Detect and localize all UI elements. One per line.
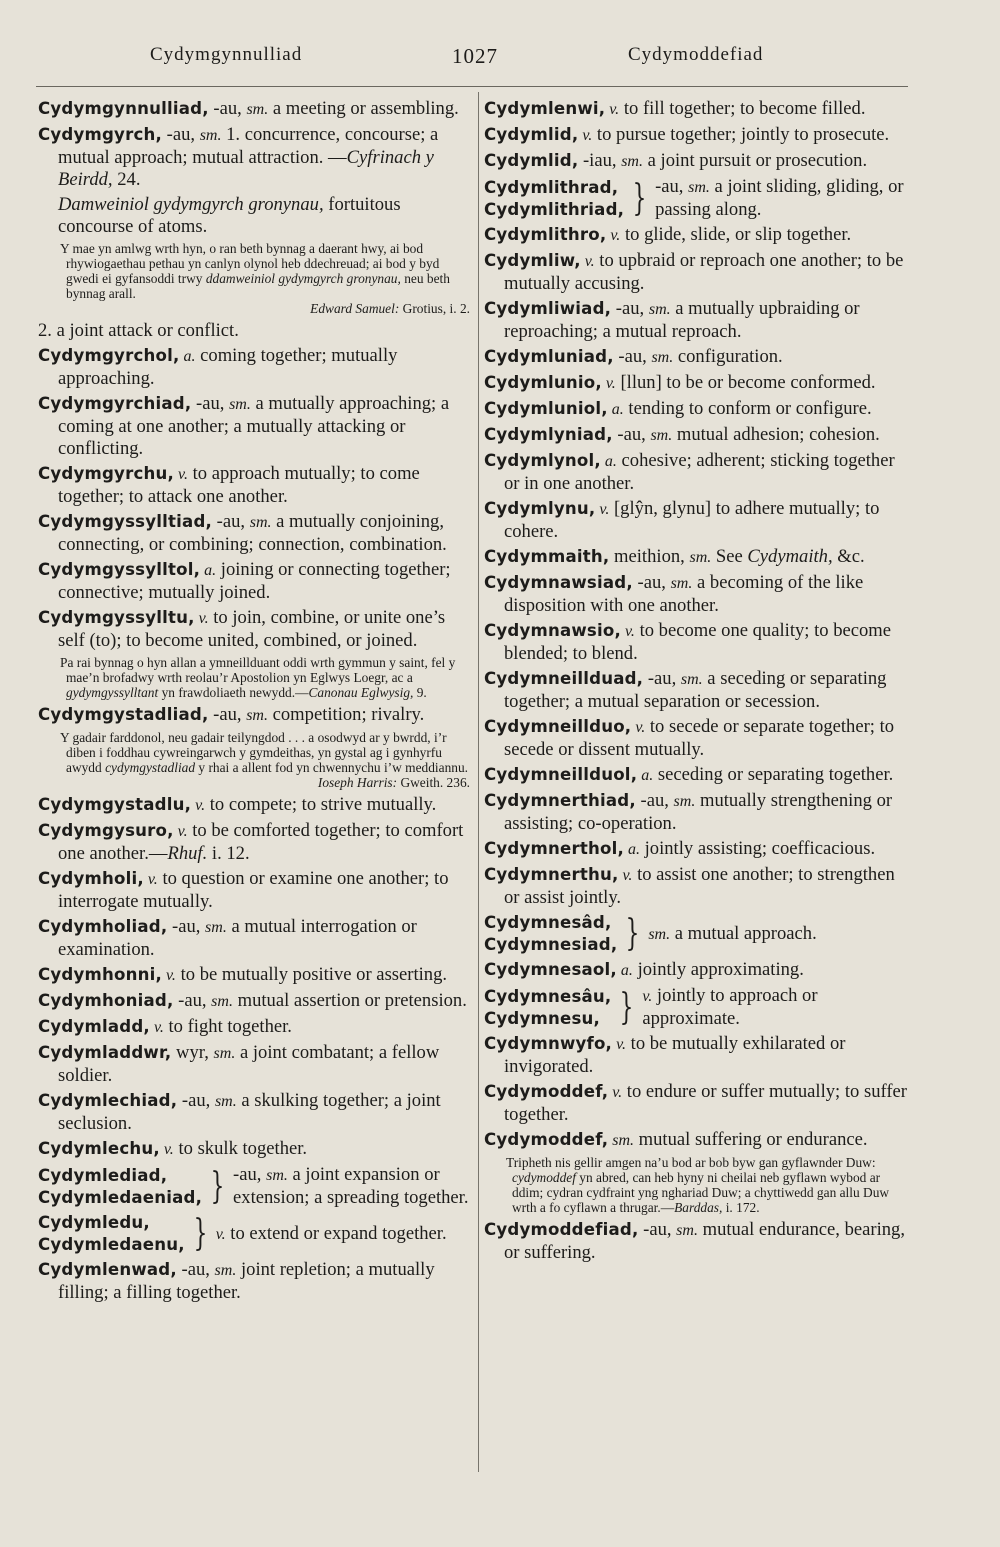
grammar-label: v. [612, 1036, 626, 1053]
grammar-label: a. [637, 767, 654, 784]
grammar-label: v. [595, 501, 610, 518]
definition: a mutually conjoining, connecting, or combining; connection, combination. [58, 511, 447, 555]
quotation: Tripheth nis gellir amgen na’u bod ar bob byw gan gyflawnder Duw: cydymoddef yn abred, can heb hyny ni cheilai neb gyflawn wybod ar ddim; cydran cydfraint yng nghariad Duw; a chyttiwedd gan allu Duw wrth a fo cyflawn a thrugar.—Barddas, i. 172. [506, 1155, 890, 1215]
headword: Cydymlithrad, [484, 177, 619, 197]
definition: a seceding or separating together; a mutual separation or secession. [504, 668, 887, 712]
definition: a mutually upbraiding or reproaching; a mutual reproach. [504, 298, 860, 342]
dictionary-entry [38, 1138, 470, 1161]
grammar-label: v. [606, 227, 621, 244]
dictionary-entry: Cydymhoniad, -au, sm. mutual assertion or pretension. [38, 990, 467, 1011]
braced-entry: Cydymlediad, Cydymledaeniad, } -au, sm. a joint expansion or extension; a spreading together. [38, 1164, 469, 1208]
dictionary-entry [484, 716, 908, 761]
dictionary-entry: Cydymgyssylltiad, -au, sm. a mutually conjoining, connecting, or combining; connection, combination. [38, 511, 447, 555]
grammar-label: v. [608, 1084, 623, 1101]
dictionary-entry [484, 450, 908, 495]
definition: a joint pursuit or prosecution. [642, 150, 868, 171]
grammar-label: a. [179, 348, 196, 365]
dictionary-entry [484, 98, 908, 121]
dictionary-entry [484, 250, 908, 295]
definition: coming together; mutually approaching. [58, 345, 398, 389]
braced-entry [484, 985, 908, 1030]
headword: Cydymlithro, [484, 225, 607, 244]
dictionary-entry [484, 764, 908, 787]
grammar-label: a. [200, 562, 217, 579]
definition: a mutually approaching; a coming at one another; a mutually attacking or conflicting. [58, 393, 450, 459]
definition: to glide, slide, or slip together. [620, 224, 852, 245]
quotation: Y gadair farddonol, neu gadair teilyngdod . . . a osodwyd ar y bwrdd, i’r diben i foddhau cywreingarwch y gymdeithas, yn gystal ag i gynhyrfu awydd cydymgystadliad y rhai a allent fod yn chwennychu i’w meddiannu. Ioseph Harris: Gweith. 236. [60, 730, 470, 790]
brace-icon: } [625, 913, 640, 954]
quotation-source: Barddas, [674, 1200, 723, 1215]
headword: Cydymneillduol, [484, 765, 638, 784]
headword: Cydymnesaol, [484, 960, 617, 979]
headword: Cydymlynol, [484, 451, 601, 470]
headword: Cydymgyrchu, [38, 464, 175, 483]
braced-entry [484, 912, 908, 956]
dictionary-entry: Cydymlyniad, -au, sm. mutual adhesion; cohesion. [484, 424, 880, 445]
dictionary-entry: Cydymgystadliad, -au, sm. competition; rivalry. [38, 704, 425, 725]
definition: jointly assisting; coefficacious. [639, 838, 876, 859]
headword: Cydymhoniad, [38, 991, 174, 1010]
quotation-source: Edward Samuel: Grotius, i. 2. [310, 301, 470, 316]
dictionary-entry: Cydymneillduad, -au, sm. a seceding or separating together; a mutual separation or secession. [484, 668, 887, 712]
quotation: Y mae yn amlwg wrth hyn, o ran beth bynnag a daerant hwy, ai bod rhywiogaethau pethau yn canlyn olynol heb ddechreuad; ai bod y byd gwedi ei gyfansoddi trwy ddamweiniol gydymgyrch gronynau, neu beth bynnag arall. Edward Samuel: Grotius, i. 2. [60, 241, 470, 316]
dictionary-entry [484, 124, 908, 147]
headword: Cydymnesâu, [484, 986, 612, 1006]
definition: jointly to approach or approximate. [642, 985, 818, 1029]
definition: mutual assertion or pretension. [232, 990, 467, 1011]
definition: a joint combatant; a fellow soldier. [58, 1042, 440, 1086]
definition: to be mutually exhilarated or invigorated. [504, 1033, 846, 1077]
braced-entry [38, 1212, 470, 1256]
cross-reference: Cydymaith, [747, 546, 833, 567]
running-head-right: Cydymoddefiad [628, 44, 764, 65]
headword: Cydymoddefiad, [484, 1220, 639, 1239]
headword: Cydymlid, [484, 151, 579, 170]
dictionary-entry [484, 1081, 908, 1126]
headword: Cydymgyssylltol, [38, 560, 201, 579]
grammar-label: v. [191, 797, 206, 814]
headword: Cydymledu, [38, 1213, 150, 1232]
grammar-label: sm. [608, 1132, 634, 1149]
left-column [38, 98, 470, 1307]
dictionary-entry: Cydymgyrchiad, -au, sm. a mutually approaching; a coming at one another; a mutually attacking or conflicting. [38, 393, 450, 459]
definition: a joint expansion or extension; a spreading together. [233, 1164, 469, 1208]
grammar-label: a. [623, 841, 640, 858]
headword: Cydymnerthu, [484, 865, 619, 884]
dictionary-entry: Cydymliwiad, -au, sm. a mutually upbraiding or reproaching; a mutual reproach. [484, 298, 860, 342]
brace-icon: } [193, 1213, 208, 1254]
headword: Cydymlyniad, [484, 425, 613, 444]
headword: Cydymgyrchiad, [38, 394, 192, 413]
definition: fortuitous concourse of atoms. [58, 194, 401, 237]
headword: Cydymnesâd, [484, 913, 612, 932]
grammar-label: v. [618, 867, 633, 884]
braced-entry: Cydymlithrad, Cydymlithriad, } -au, sm. a joint sliding, gliding, or passing along. [484, 176, 904, 220]
definition: competition; rivalry. [267, 704, 425, 725]
definition: to be mutually positive or asserting. [175, 964, 448, 985]
definition: configuration. [673, 346, 783, 367]
headword: Cydymgyssylltu, [38, 608, 195, 627]
grammar-label: a. [600, 453, 617, 470]
headword: Cydymnerthiad, [484, 791, 636, 810]
definition: to be comforted together; to comfort one another.— [58, 820, 464, 864]
definition: to question or examine one another; to interrogate mutually. [58, 868, 449, 912]
dictionary-entry [38, 559, 470, 604]
headword: Cydymoddef, [484, 1082, 609, 1101]
grammar-label: v. [605, 101, 620, 118]
definition: mutual adhesion; cohesion. [672, 424, 880, 445]
dictionary-entry: Cydymgysuro, v. to be comforted together; to comfort one another.—Rhuf. i. 12. [38, 820, 464, 864]
definition: to join, combine, or unite one’s self (to); to become united, combined, or joined. [58, 607, 446, 651]
dictionary-entry [484, 1033, 908, 1078]
grammar-label: sm. [648, 301, 671, 318]
grammar-label: sm. [205, 919, 227, 936]
dictionary-entry [484, 959, 908, 982]
definition: mutually strengthening or assisting; co-operation. [504, 790, 893, 834]
grammar-label: sm. [676, 1222, 698, 1239]
headword: Cydymlechiad, [38, 1091, 178, 1110]
headword: Cydymgynnulliad, [38, 99, 209, 118]
dictionary-entry [484, 224, 908, 247]
definition: to assist one another; to strengthen or assist jointly. [504, 864, 895, 908]
dictionary-entry [38, 1016, 470, 1039]
dictionary-entry: Cydymnawsiad, -au, sm. a becoming of the like disposition with one another. [484, 572, 864, 616]
grammar-label: sm. [670, 575, 693, 592]
definition: a meeting or assembling. [268, 98, 459, 119]
grammar-label: v. [173, 823, 188, 840]
dictionary-entry: Cydymlechiad, -au, sm. a skulking together; a joint seclusion. [38, 1090, 441, 1134]
grammar-label: v. [174, 466, 188, 483]
definition: to approach mutually; to come together; to attack one another. [58, 463, 420, 507]
grammar-label: v. [642, 988, 653, 1005]
dictionary-entry [484, 398, 908, 421]
dictionary-entry [38, 868, 470, 913]
dictionary-entry: Cydymnerthiad, -au, sm. mutually strengthening or assisting; co-operation. [484, 790, 893, 834]
headword: Cydymnerthol, [484, 839, 624, 858]
dictionary-entry: Cydymgynnulliad, -au, sm. a meeting or assembling. [38, 98, 459, 119]
dictionary-entry: Cydymoddefiad, -au, sm. mutual endurance, bearing, or suffering. [484, 1219, 905, 1263]
definition: cohesive; adherent; sticking together or in one another. [504, 450, 895, 494]
example-phrase: Damweiniol gydymgyrch gronynau, [58, 194, 324, 215]
definition: to skulk together. [173, 1138, 308, 1159]
grammar-label: sm. [648, 925, 671, 943]
headword: Cydymladdwr, [38, 1043, 172, 1062]
quotation-source: Ioseph Harris: Gweith. 236. [317, 775, 470, 790]
dictionary-entry [484, 498, 908, 543]
headword: Cydymnawsiad, [484, 573, 633, 592]
definition: mutual endurance, bearing, or suffering. [504, 1219, 905, 1263]
grammar-label: v. [631, 719, 646, 736]
headword: Cydymlunio, [484, 373, 602, 392]
headword: Cydymladd, [38, 1017, 150, 1036]
dictionary-entry: Cydymladdwr, wyr, sm. a joint combatant; a fellow soldier. [38, 1042, 440, 1086]
definition: a skulking together; a joint seclusion. [58, 1090, 441, 1134]
grammar-label: sm. [266, 1167, 288, 1184]
definition: to fill together; to become filled. [619, 98, 866, 119]
definition: a mutual approach. [670, 922, 817, 944]
page-number: 1027 [452, 44, 498, 68]
grammar-label: sm. [650, 427, 673, 444]
grammar-label: v. [578, 127, 593, 144]
dictionary-subentry [38, 194, 470, 238]
grammar-label: sm. [214, 1093, 237, 1110]
grammar-label: sm. [214, 1262, 237, 1279]
grammar-label: sm. [229, 396, 251, 413]
quotation-source: Canonau Eglwysig, [308, 685, 414, 700]
grammar-label: v. [215, 1225, 226, 1243]
definition: a mutual interrogation or examination. [58, 916, 417, 960]
grammar-label: v. [149, 1019, 164, 1036]
definition: joining or connecting together; connective; mutually joined. [58, 559, 451, 603]
dictionary-entry [38, 463, 470, 508]
headword: Cydymgystadlu, [38, 795, 192, 814]
headword: Cydymlediad, [38, 1165, 168, 1185]
dictionary-entry: Cydymlid, -iau, sm. a joint pursuit or prosecution. [484, 150, 868, 171]
dictionary-entry [484, 620, 908, 665]
headword: Cydymnawsio, [484, 621, 621, 640]
dictionary-entry: Cydymholiad, -au, sm. a mutual interrogation or examination. [38, 916, 417, 960]
headword: Cydymnesu, [484, 1008, 601, 1028]
headword: Cydymholiad, [38, 917, 168, 936]
grammar-label: sm. [211, 993, 233, 1010]
headword: Cydymlithriad, [484, 199, 625, 219]
dictionary-entry [484, 1129, 908, 1152]
grammar-label: v. [194, 610, 209, 627]
dictionary-entry: Cydymluniad, -au, sm. configuration. [484, 346, 783, 367]
grammar-label: sm. [689, 549, 712, 566]
headword: Cydymliwiad, [484, 299, 612, 318]
headword: Cydymgyrch, [38, 125, 163, 144]
grammar-label: sm. [688, 179, 710, 196]
grammar-label: sm. [249, 514, 272, 531]
grammar-label: a. [616, 962, 633, 979]
definition: [glŷn, glynu] to adhere mutually; to cohere. [504, 498, 880, 542]
headword: Cydymlenwi, [484, 99, 606, 118]
headword: Cydymlechu, [38, 1139, 160, 1158]
definition: to compete; to strive mutually. [205, 794, 437, 815]
definition: to pursue together; jointly to prosecute. [592, 124, 890, 145]
headword: Cydymlenwad, [38, 1260, 177, 1279]
headword: Cydymledaenu, [38, 1235, 185, 1254]
grammar-label: sm. [246, 707, 268, 724]
dictionary-entry [38, 345, 470, 390]
definition: seceding or separating together. [653, 764, 894, 785]
headword: Cydymgysuro, [38, 821, 174, 840]
definition: joint repletion; a mutually filling; a filling together. [58, 1259, 435, 1303]
grammar-label: v. [580, 253, 595, 270]
grammar-label: v. [162, 967, 176, 984]
grammar-label: sm. [673, 793, 696, 810]
dictionary-entry: Cydymgyrch, -au, sm. 1. concurrence, concourse; a mutual approach; mutual attraction. —Cyfrinach y Beirdd, 24. [38, 124, 439, 190]
grammar-label: sm. [246, 101, 269, 118]
brace-icon: } [632, 177, 647, 219]
definition: to fight together. [163, 1016, 292, 1037]
headword: Cydymoddef, [484, 1130, 609, 1149]
grammar-label: v. [601, 375, 616, 392]
brace-icon: } [210, 1165, 225, 1207]
headword: Cydymledaeniad, [38, 1187, 203, 1207]
column-divider [478, 92, 479, 1472]
grammar-label: sm. [213, 1045, 236, 1062]
right-column [484, 98, 908, 1267]
definition: 2. a joint attack or conflict. [38, 320, 239, 341]
quotation: Pa rai bynnag o hyn allan a ymneillduant oddi wrth gymmun y saint, fel y mae’n brofadwy wrth reolau’r Apostolion yn Eglwys Loegr, ac a gydymgyssylltant yn frawdoliaeth newydd.—Canonau Eglwysig, 9. [60, 655, 456, 700]
headword: Cydymgystadliad, [38, 705, 209, 724]
header-rule [36, 86, 908, 87]
headword: Cydymneillduad, [484, 669, 644, 688]
dictionary-entry [484, 838, 908, 861]
dictionary-entry [38, 964, 470, 987]
citation: Cyfrinach y Beirdd, [58, 147, 434, 190]
definition: See [711, 546, 748, 567]
headword: Cydymnwyfo, [484, 1034, 613, 1053]
grammar-label: sm. [621, 153, 643, 170]
grammar-label: v. [621, 623, 635, 640]
grammar-label: sm. [680, 671, 703, 688]
definition: [llun] to be or become conformed. [615, 372, 876, 393]
definition: to upbraid or reproach one another; to be mutually accusing. [504, 250, 904, 294]
definition: a becoming of the like disposition with one another. [504, 572, 864, 616]
definition: to become one quality; to become blended; to blend. [504, 620, 892, 664]
definition: to endure or suffer mutually; to suffer together. [504, 1081, 908, 1125]
citation: Rhuf. [167, 843, 208, 864]
dictionary-entry [484, 864, 908, 909]
headword: Cydymneillduo, [484, 717, 632, 736]
headword: Cydymgyssylltiad, [38, 512, 213, 531]
dictionary-entry [38, 794, 470, 817]
brace-icon: } [620, 986, 634, 1028]
headword: Cydymholi, [38, 869, 144, 888]
definition: jointly approximating. [632, 959, 804, 980]
definition: to extend or expand together. [225, 1222, 447, 1244]
running-head [0, 44, 1000, 74]
running-head-left: Cydymgynnulliad [150, 44, 303, 65]
headword: Cydymluniol, [484, 399, 608, 418]
definition: a joint sliding, gliding, or passing along. [655, 176, 904, 220]
headword: Cydymluniad, [484, 347, 614, 366]
headword: Cydymhonni, [38, 965, 163, 984]
definition: tending to conform or configure. [623, 398, 872, 419]
dictionary-subentry [38, 320, 470, 342]
grammar-label: a. [607, 401, 624, 418]
grammar-label: sm. [199, 127, 222, 144]
grammar-label: v. [159, 1141, 174, 1158]
headword: Cydymliw, [484, 251, 581, 270]
headword: Cydymlynu, [484, 499, 596, 518]
dictionary-entry [38, 607, 470, 652]
dictionary-entry: Cydymmaith, meithion, sm. See Cydymaith, &c. [484, 546, 865, 567]
definition: 1. concurrence, concourse; a mutual approach; mutual attraction. — [58, 124, 439, 168]
definition: mutual suffering or endurance. [634, 1129, 868, 1150]
definition: to secede or separate together; to secede or dissent mutually. [504, 716, 895, 760]
headword: Cydymlid, [484, 125, 579, 144]
dictionary-entry [484, 372, 908, 395]
grammar-label: sm. [651, 349, 674, 366]
dictionary-entry: Cydymlenwad, -au, sm. joint repletion; a mutually filling; a filling together. [38, 1259, 435, 1303]
grammar-label: v. [143, 871, 158, 888]
headword: Cydymgyrchol, [38, 346, 180, 365]
headword: Cydymnesiad, [484, 935, 618, 954]
headword: Cydymmaith, [484, 547, 610, 566]
